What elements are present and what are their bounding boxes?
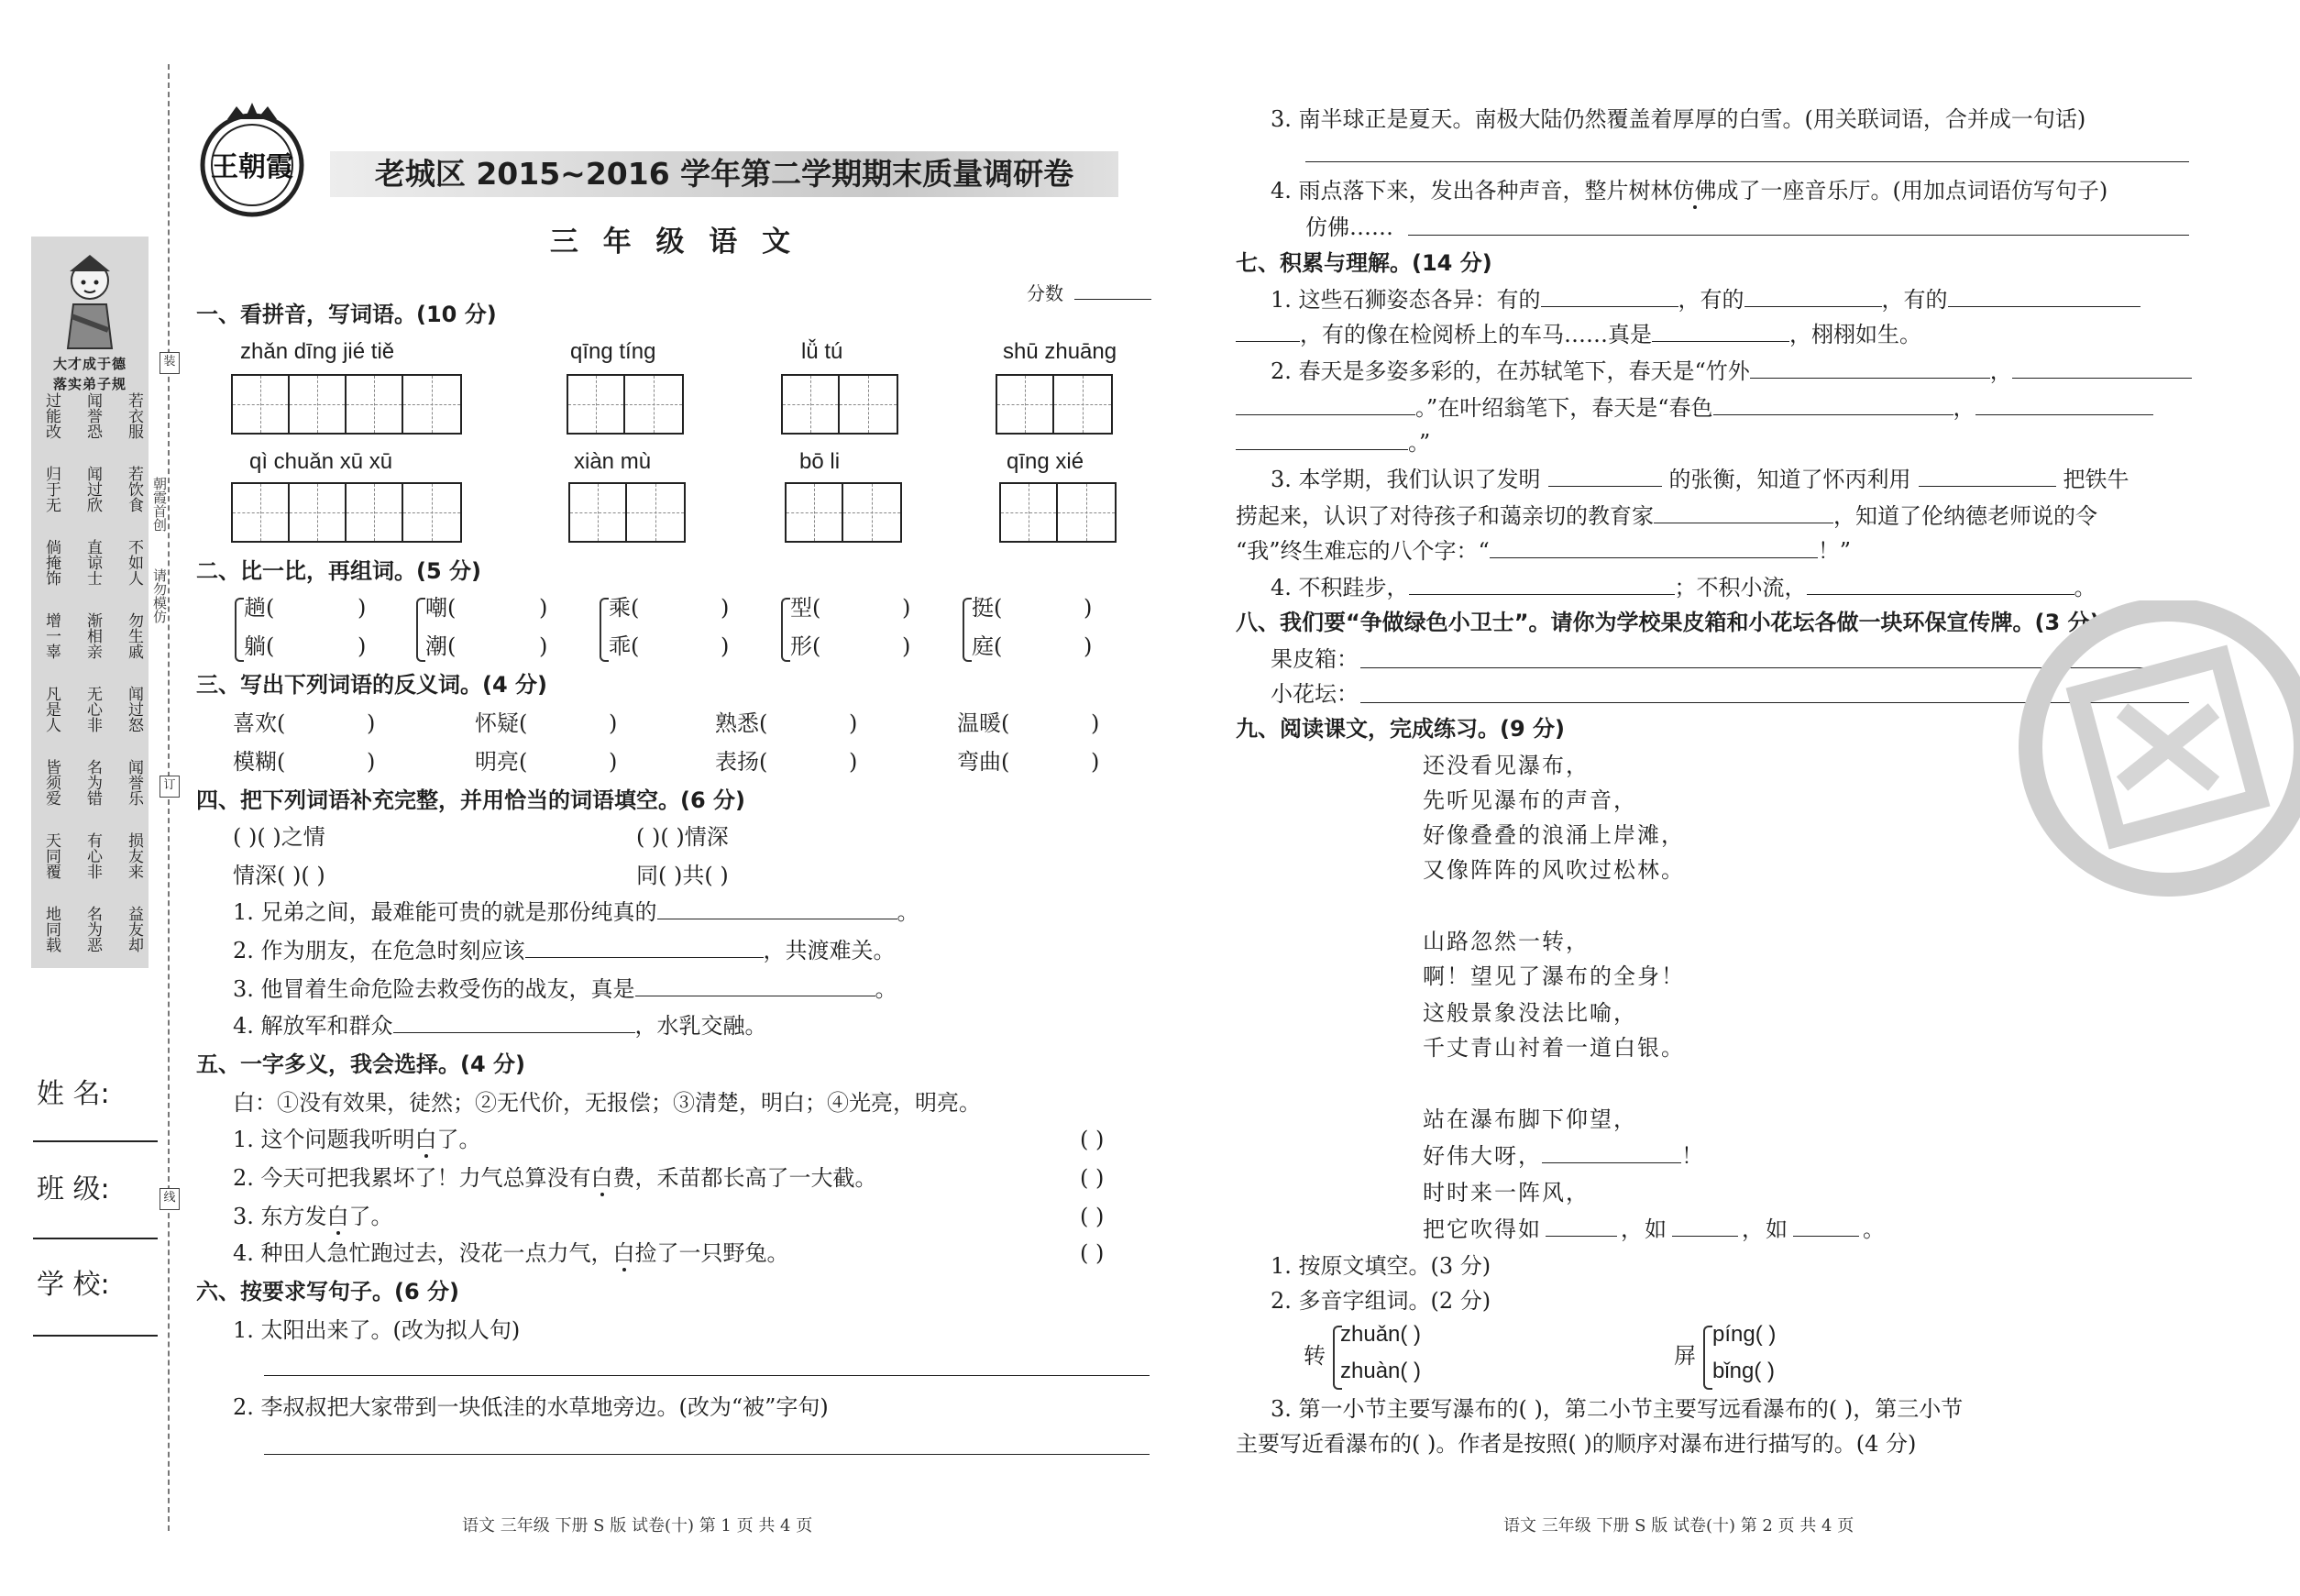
writing-grid[interactable] <box>567 374 684 435</box>
poem-line: 先听见瀑布的声音， <box>1423 787 1637 813</box>
motto-text: 名为错 <box>83 759 102 806</box>
pinyin-option[interactable]: zhuǎn( ) <box>1340 1322 1422 1347</box>
compare-char: 躺( <box>244 633 275 659</box>
brace <box>963 598 972 662</box>
poem-line: 千丈青山衬着一道白银。 <box>1423 1035 1685 1061</box>
antonym-item: 弯曲( <box>957 749 1010 775</box>
score-field[interactable] <box>1074 299 1151 300</box>
poem-line: 又像阵阵的风吹过松林。 <box>1423 857 1685 883</box>
motto-text: 闻誉乐 <box>125 759 143 806</box>
poem-line: 好伟大呀， ！ <box>1423 1143 1705 1169</box>
motto-text: 增一辜 <box>42 612 61 659</box>
question-text: 主要写近看瀑布的( )。作者是按照( )的顺序对瀑布进行描写的。(4 分) <box>1236 1431 1917 1457</box>
answer-blank[interactable] <box>1652 321 1789 342</box>
motto-text: 凡是人 <box>42 686 61 732</box>
question-text: 1. 这些石狮姿态各异：有的 ，有的 ，有的 <box>1271 286 2140 314</box>
close-paren: ) <box>539 595 548 621</box>
section-4-title: 四、把下列词语补充完整，并用恰当的词语填空。(6 分) <box>196 787 745 813</box>
polyphone-char: 转 <box>1304 1343 1326 1369</box>
motto-group <box>39 466 143 512</box>
motto-text: 无心非 <box>83 686 102 732</box>
compare-char: 庭( <box>972 633 1003 659</box>
brace <box>416 598 425 662</box>
brace <box>600 598 609 662</box>
title-banner <box>330 151 1118 197</box>
compare-char: 型( <box>790 595 821 621</box>
answer-paren[interactable]: ( ) <box>1080 1204 1105 1229</box>
publisher-logo-icon <box>193 101 312 220</box>
answer-blank[interactable] <box>1542 1142 1681 1163</box>
answer-blank[interactable] <box>1948 286 2140 307</box>
close-paren: ) <box>721 633 730 659</box>
question-text: 3. 南半球正是夏天。南极大陆仍然覆盖着厚厚的白雪。(用关联词语，合并成一句话) <box>1271 106 2086 132</box>
antonym-item: 喜欢( <box>233 710 286 736</box>
idiom-blank: ( )( )情深 <box>636 824 729 850</box>
binding-mark-xian: 线 <box>160 1188 180 1210</box>
answer-blank[interactable] <box>1919 466 2056 487</box>
answer-blank[interactable] <box>1546 1216 1617 1237</box>
writing-grid[interactable] <box>231 374 462 435</box>
answer-blank[interactable] <box>1750 358 1990 379</box>
question-text: 3. 本学期，我们认识了发明 的张衡，知道了怀丙利用 把铁牛 <box>1271 467 2129 492</box>
binding-mark-ding: 订 <box>160 776 180 798</box>
section-5-title: 五、一字多义，我会选择。(4 分) <box>196 1051 525 1077</box>
poem-line: 把它吹得如 ，如 ，如 。 <box>1423 1216 1887 1242</box>
question-text: 1. 这个问题我听明白了。 <box>233 1127 481 1152</box>
question-text: 3. 他冒着生命危险去救受伤的战友，真是 。 <box>233 976 897 1002</box>
motto-text: 闻过欣 <box>83 466 102 512</box>
motto-text: 归于无 <box>42 466 61 512</box>
close-paren: ) <box>849 749 858 775</box>
question-text: 2. 春天是多姿多彩的，在苏轼笔下，春天是“竹外 ， <box>1271 358 2192 385</box>
poem-line: 还没看见瀑布， <box>1423 753 1590 778</box>
motto-columns <box>39 392 143 952</box>
compare-char: 潮( <box>425 633 457 659</box>
question-text: 4. 不积跬步， ；不积小流， 。 <box>1271 575 2096 600</box>
answer-paren[interactable]: ( ) <box>1080 1165 1105 1191</box>
close-paren: ) <box>367 749 376 775</box>
section-7-title: 七、积累与理解。(14 分) <box>1236 250 1492 276</box>
question-text: 1. 兄弟之间，最难能可贵的就是那份纯真的 。 <box>233 899 919 925</box>
close-paren: ) <box>609 710 618 736</box>
exam-title: 老城区 2015~2016 学年第二学期期末质量调研卷 <box>374 156 1074 192</box>
pinyin-prompt: qì chuǎn xū xū <box>249 449 393 474</box>
compare-char: 趟( <box>244 595 275 621</box>
answer-line[interactable] <box>1305 161 2189 162</box>
pinyin-prompt: qīng tíng <box>570 339 656 364</box>
question-text: 2. 多音字组词。(2 分) <box>1271 1288 1491 1314</box>
motto-panel <box>31 237 149 968</box>
answer-blank[interactable] <box>1236 429 1408 450</box>
antonym-item: 明亮( <box>475 749 528 775</box>
answer-blank[interactable] <box>1807 574 2074 595</box>
writing-grid[interactable] <box>781 374 898 435</box>
brace <box>781 598 790 662</box>
motto-group <box>39 759 143 806</box>
writing-grid[interactable] <box>785 482 902 543</box>
answer-blank[interactable] <box>1490 537 1818 558</box>
question-text: 4. 雨点落下来，发出各种声音，整片树林仿佛成了一座音乐厅。(用加点词语仿写句子) <box>1271 178 2108 204</box>
school-field[interactable] <box>33 1335 158 1337</box>
motto-text: 闻过怒 <box>125 686 143 732</box>
question-text: 3. 第一小节主要写瀑布的( )，第二小节主要写远看瀑布的( )，第三小节 <box>1271 1396 1964 1422</box>
close-paren: ) <box>721 595 730 621</box>
question-text: 。” <box>1236 429 1430 457</box>
motto-group <box>39 612 143 659</box>
answer-blank[interactable] <box>1654 502 1833 523</box>
answer-blank[interactable] <box>657 898 897 919</box>
section-2-title: 二、比一比，再组词。(5 分) <box>196 558 481 584</box>
compare-char: 乖( <box>609 633 640 659</box>
page-footer-left: 语文 三年级 下册 S 版 试卷(十) 第 1 页 共 4 页 <box>462 1516 813 1535</box>
motto-text: 倘掩饰 <box>42 539 61 586</box>
motto-text: 勿生戚 <box>125 612 143 659</box>
close-paren: ) <box>1084 595 1093 621</box>
idiom-blank: 同( )共( ) <box>636 863 729 888</box>
question-text: 2. 李叔叔把大家带到一块低洼的水草地旁边。(改为“被”字句) <box>233 1394 829 1420</box>
motto-group <box>39 906 143 952</box>
question-text: 4. 解放军和群众 ，水乳交融。 <box>233 1013 767 1039</box>
answer-blank[interactable] <box>525 937 764 958</box>
class-field[interactable] <box>33 1238 158 1239</box>
answer-blank[interactable] <box>1409 574 1675 595</box>
motto-line-2: 落实弟子规 <box>52 376 127 392</box>
answer-paren[interactable]: ( ) <box>1080 1127 1105 1152</box>
name-field[interactable] <box>33 1140 158 1142</box>
close-paren: ) <box>358 595 367 621</box>
motto-group <box>39 832 143 879</box>
pinyin-prompt: zhǎn dīng jié tiě <box>240 339 395 364</box>
question-text: 1. 太阳出来了。(改为拟人句) <box>233 1317 521 1343</box>
label-flower-bed: 小花坛： <box>1271 681 1359 707</box>
question-text: 。”在叶绍翁笔下，春天是“春色 ， <box>1236 394 2153 422</box>
question-text: 4. 种田人急忙跑过去，没花一点力气，白捡了一只野兔。 <box>233 1240 789 1266</box>
definition-text: 白：①没有效果，徒然；②无代价，无报偿；③清楚，明白；④光亮，明亮。 <box>233 1090 981 1116</box>
answer-blank[interactable] <box>1744 286 1882 307</box>
antonym-item: 模糊( <box>233 749 286 775</box>
section-6-title: 六、按要求写句子。(6 分) <box>196 1279 459 1304</box>
close-paren: ) <box>609 749 618 775</box>
answer-blank[interactable] <box>393 1012 635 1033</box>
poem-line: 好像叠叠的浪涌上岸滩， <box>1423 822 1685 848</box>
close-paren: ) <box>902 633 911 659</box>
pinyin-option[interactable]: zhuàn( ) <box>1340 1359 1422 1383</box>
motto-group <box>39 539 143 586</box>
question-text: 3. 东方发白了。 <box>233 1204 393 1229</box>
question-text: “我”终生难忘的八个字：“ ！” <box>1236 538 1852 564</box>
section-9-title: 九、阅读课文，完成练习。(9 分) <box>1236 716 1565 742</box>
compare-char: 嘲( <box>425 595 457 621</box>
answer-blank[interactable] <box>1548 466 1662 487</box>
idiom-blank: ( )( )之情 <box>233 824 325 850</box>
answer-blank[interactable] <box>1236 394 1415 415</box>
logo-text: 王朝霞 <box>211 151 293 183</box>
answer-blank[interactable] <box>1793 1216 1859 1237</box>
section-3-title: 三、写出下列词语的反义词。(4 分) <box>196 672 547 698</box>
motto-text: 不如人 <box>125 539 143 586</box>
answer-blank[interactable] <box>1713 394 1953 415</box>
answer-line[interactable] <box>1408 235 2189 236</box>
motto-text: 直谅士 <box>83 539 102 586</box>
polyphone-char: 屏 <box>1674 1343 1696 1369</box>
answer-blank[interactable] <box>1236 321 1300 342</box>
pinyin-option[interactable]: bǐng( ) <box>1712 1359 1776 1383</box>
side-note-2: 请勿模仿 <box>151 568 168 623</box>
antonym-item: 温暖( <box>957 710 1010 736</box>
idiom-blank: 情深( )( ) <box>233 863 325 888</box>
writing-grid[interactable] <box>568 482 686 543</box>
poem-line: 啊！望见了瀑布的全身！ <box>1423 963 1685 989</box>
motto-group <box>39 392 143 439</box>
close-paren: ) <box>358 633 367 659</box>
pinyin-option[interactable]: píng( ) <box>1712 1322 1777 1347</box>
side-note-1: 朝霞首创 <box>151 477 168 532</box>
compare-char: 形( <box>790 633 821 659</box>
binding-strip <box>0 0 174 1596</box>
close-paren: ) <box>902 595 911 621</box>
motto-text: 损友来 <box>125 832 143 879</box>
scholar-figure-icon <box>51 248 128 350</box>
answer-blank[interactable] <box>1672 1216 1738 1237</box>
motto-text: 天同覆 <box>42 832 61 879</box>
motto-text: 渐相亲 <box>83 612 102 659</box>
writing-grid[interactable] <box>996 374 1113 435</box>
score-label: 分数 <box>1027 282 1063 304</box>
brace <box>1703 1326 1712 1390</box>
binding-mark-zhuang: 装 <box>160 352 180 374</box>
question-text: 2. 作为朋友，在危急时刻应该 ，共渡难关。 <box>233 938 896 963</box>
close-paren: ) <box>1091 710 1100 736</box>
school-label: 学 校: <box>37 1269 110 1301</box>
question-text: 1. 按原文填空。(3 分) <box>1271 1253 1491 1279</box>
motto-text: 闻誉恐 <box>83 392 102 439</box>
pinyin-prompt: shū zhuāng <box>1003 339 1117 364</box>
motto-text: 若饮食 <box>125 466 143 512</box>
answer-paren[interactable]: ( ) <box>1080 1240 1105 1266</box>
watermark-seal-icon <box>2012 600 2300 903</box>
name-label: 姓 名: <box>37 1078 110 1110</box>
answer-blank[interactable] <box>635 975 875 996</box>
writing-grid[interactable] <box>231 482 462 543</box>
pinyin-prompt: qīng xié <box>1007 449 1084 474</box>
exam-subtitle: 三 年 级 语 文 <box>549 226 798 259</box>
answer-line[interactable] <box>264 1375 1150 1376</box>
answer-blank[interactable] <box>2012 358 2192 379</box>
question-text: 仿佛…… <box>1305 215 1393 240</box>
motto-group <box>39 686 143 732</box>
pinyin-prompt: bō li <box>799 449 841 474</box>
motto-text: 过能改 <box>42 392 61 439</box>
compare-char: 挺( <box>972 595 1003 621</box>
pinyin-prompt: lǚ tú <box>801 339 843 364</box>
question-text: ，有的像在检阅桥上的车马……真是 ，栩栩如生。 <box>1236 321 1921 348</box>
section-1-title: 一、看拼音，写词语。(10 分) <box>196 302 497 327</box>
close-paren: ) <box>1091 749 1100 775</box>
label-fruit-bin: 果皮箱： <box>1271 646 1359 672</box>
poem-line: 这般景象没法比喻， <box>1423 1000 1637 1026</box>
close-paren: ) <box>367 710 376 736</box>
motto-line-1: 大才成于德 <box>52 356 127 372</box>
motto-text: 名为恶 <box>83 906 102 952</box>
antonym-item: 熟悉( <box>715 710 768 736</box>
close-paren: ) <box>849 710 858 736</box>
writing-grid[interactable] <box>999 482 1117 543</box>
class-label: 班 级: <box>37 1173 110 1205</box>
close-paren: ) <box>1084 633 1093 659</box>
poem-line: 站在瀑布脚下仰望， <box>1423 1106 1637 1132</box>
pinyin-prompt: xiàn mù <box>574 449 652 474</box>
exam-header <box>193 101 1155 284</box>
brace <box>235 598 244 662</box>
question-text: 2. 今天可把我累坏了！力气总算没有白费，禾苗都长高了一大截。 <box>233 1165 877 1191</box>
close-paren: ) <box>539 633 548 659</box>
page-footer-right: 语文 三年级 下册 S 版 试卷(十) 第 2 页 共 4 页 <box>1503 1516 1854 1535</box>
motto-text: 若衣服 <box>125 392 143 439</box>
answer-blank[interactable] <box>1975 394 2153 415</box>
motto-text: 地同载 <box>42 906 61 952</box>
poem-line: 时时来一阵风， <box>1423 1180 1590 1205</box>
answer-line[interactable] <box>264 1454 1150 1455</box>
antonym-item: 怀疑( <box>475 710 528 736</box>
answer-blank[interactable] <box>1541 286 1678 307</box>
motto-text: 益友却 <box>125 906 143 952</box>
compare-char: 乘( <box>609 595 640 621</box>
cut-line <box>168 64 170 1531</box>
motto-text: 有心非 <box>83 832 102 879</box>
antonym-item: 表扬( <box>715 749 768 775</box>
poem-line: 山路忽然一转， <box>1423 929 1590 954</box>
question-text: 捞起来，认识了对待孩子和蔼亲切的教育家 ，知道了伦纳德老师说的令 <box>1236 503 2097 529</box>
section-8-title: 八、我们要“争做绿色小卫士”。请你为学校果皮箱和小花坛各做一块环保宣传牌。(3 分) <box>1236 610 2100 635</box>
motto-text: 皆须爱 <box>42 759 61 806</box>
